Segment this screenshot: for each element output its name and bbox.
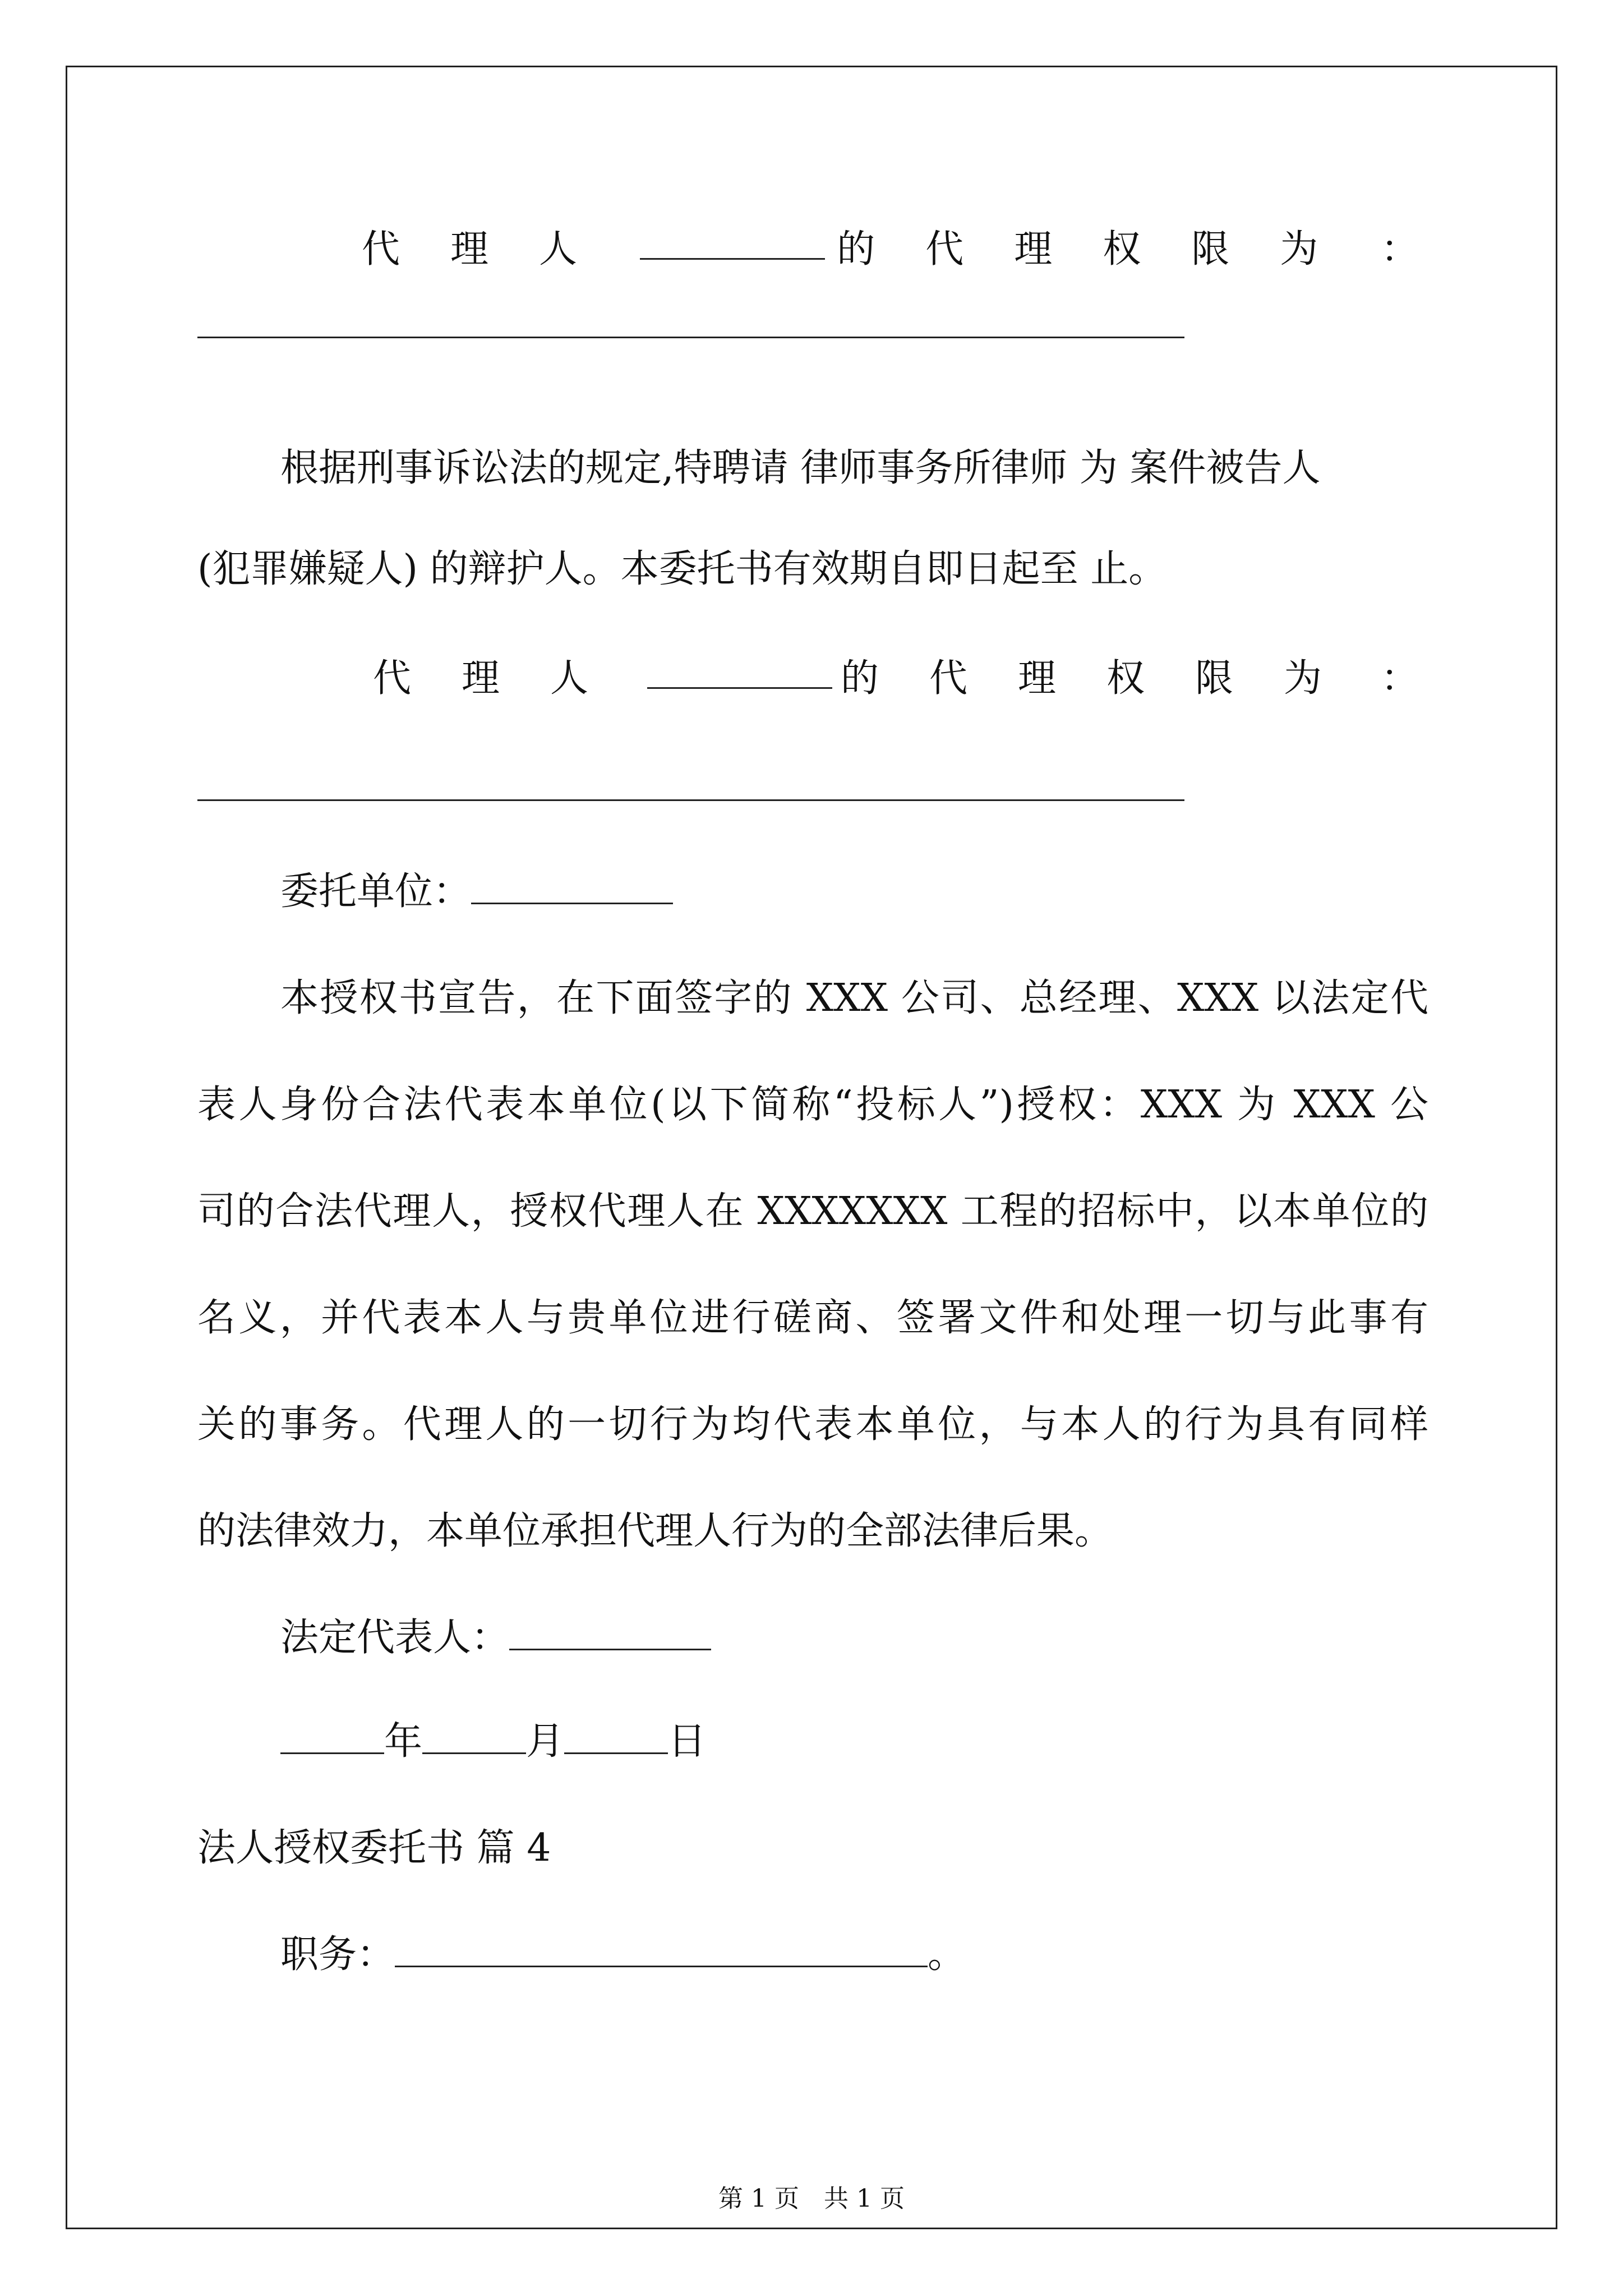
agent-label: 代理人 <box>362 227 628 272</box>
legal-rep-label: 法定代表人： <box>280 1616 510 1660</box>
defense-paragraph-line-1: 根据刑事诉讼法的规定,特聘请 律师事务所律师 为 案件被告人 <box>280 446 1321 490</box>
position-end: 。 <box>928 1932 966 1977</box>
entrusting-unit-blank[interactable] <box>471 869 673 904</box>
colon: ： <box>1380 227 1419 272</box>
month-label: 月 <box>526 1719 565 1764</box>
position-label: 职务： <box>280 1932 395 1977</box>
position-row <box>280 1930 966 1980</box>
section-title: 法人授权委托书 篇 4 <box>197 1826 551 1870</box>
agent-authority-line-2 <box>373 654 1419 704</box>
authority-label: 的代理权限为 <box>840 656 1372 701</box>
year-label: 年 <box>384 1719 423 1764</box>
agent-authority-line-1 <box>362 224 1419 275</box>
authorization-paragraph-line-3: 司的合法代理人，授权代理人在 XXXXXXX 工程的招标中，以本单位的 <box>197 1189 1428 1234</box>
colon: ： <box>1380 656 1419 701</box>
authorization-paragraph-line-1: 本授权书宣告，在下面签字的 XXX 公司、总经理、XXX 以法定代 <box>280 976 1428 1020</box>
legal-rep-blank[interactable] <box>509 1615 711 1650</box>
agent-label: 代理人 <box>373 656 639 701</box>
defense-paragraph-line-2: (犯罪嫌疑人) 的辩护人。本委托书有效期自即日起至 止。 <box>197 547 1167 591</box>
authority-blank-line-1[interactable] <box>197 337 1184 338</box>
legal-rep-row <box>280 1613 711 1663</box>
position-blank[interactable] <box>395 1932 928 1967</box>
authorization-paragraph-line-4: 名义，并代表本人与贵单位进行磋商、签署文件和处理一切与此事有 <box>197 1296 1428 1340</box>
date-row <box>280 1717 706 1767</box>
day-label: 日 <box>668 1719 707 1764</box>
authorization-paragraph-line-5: 关的事务。代理人的一切行为均代表本单位，与本人的行为具有同样 <box>197 1402 1428 1447</box>
page-footer: 第 1 页 共 1 页 <box>718 2184 905 2213</box>
entrusting-unit-label: 委托单位： <box>280 869 472 914</box>
year-blank[interactable] <box>280 1719 384 1754</box>
agent-name-blank[interactable] <box>647 654 832 689</box>
page-border <box>66 66 1557 2229</box>
authorization-paragraph-line-6: 的法律效力，本单位承担代理人行为的全部法律后果。 <box>197 1509 1113 1553</box>
month-blank[interactable] <box>422 1719 526 1754</box>
authorization-paragraph-line-2: 表人身份合法代表本单位(以下简称“投标人”)授权：XXX 为 XXX 公 <box>197 1083 1428 1127</box>
authority-blank-line-2[interactable] <box>197 799 1184 801</box>
entrusting-unit-row <box>280 867 673 917</box>
authority-label: 的代理权限为 <box>837 227 1369 272</box>
agent-name-blank[interactable] <box>640 224 825 260</box>
day-blank[interactable] <box>564 1719 668 1754</box>
